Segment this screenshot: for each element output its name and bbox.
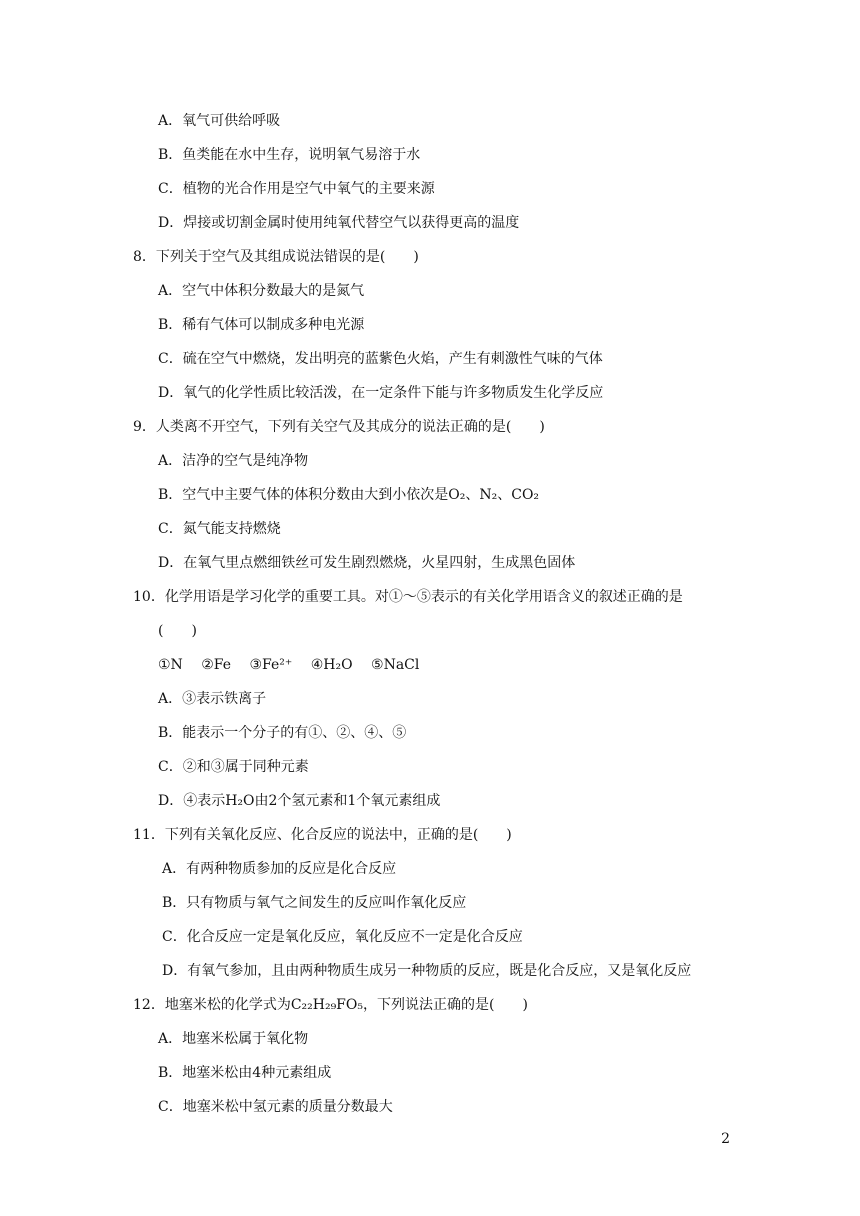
option-line: B．稀有气体可以制成多种电光源 xyxy=(158,317,365,333)
option-line: C．硫在空气中燃烧，发出明亮的蓝紫色火焰，产生有刺激性气味的气体 xyxy=(158,351,603,367)
option-line: C．地塞米松中氢元素的质量分数最大 xyxy=(158,1099,393,1115)
option-line: A．有两种物质参加的反应是化合反应 xyxy=(162,861,397,877)
option-line: A．地塞米松属于氧化物 xyxy=(158,1031,309,1047)
option-line: D．在氧气里点燃细铁丝可发生剧烈燃烧，火星四射，生成黑色固体 xyxy=(158,555,576,571)
question-line: 10．化学用语是学习化学的重要工具。对①～⑤表示的有关化学用语含义的叙述正确的是 xyxy=(133,589,683,605)
question-line: 11．下列有关氧化反应、化合反应的说法中，正确的是( ) xyxy=(133,827,512,843)
question-line: 12．地塞米松的化学式为C₂₂H₂₉FO₅，下列说法正确的是( ) xyxy=(133,997,528,1013)
option-line: A．洁净的空气是纯净物 xyxy=(158,453,309,469)
option-line: A．氧气可供给呼吸 xyxy=(158,113,281,129)
option-line: C．植物的光合作用是空气中氧气的主要来源 xyxy=(158,181,435,197)
option-line: C．氮气能支持燃烧 xyxy=(158,521,281,537)
question-line: 8．下列关于空气及其组成说法错误的是( ) xyxy=(133,249,419,265)
option-line: A．③表示铁离子 xyxy=(158,691,267,707)
option-line: B．只有物质与氧气之间发生的反应叫作氧化反应 xyxy=(162,895,467,911)
page-number: 2 xyxy=(721,1131,730,1147)
option-line: A．空气中体积分数最大的是氮气 xyxy=(158,283,365,299)
option-line: B．能表示一个分子的有①、②、④、⑤ xyxy=(158,725,407,741)
option-line: ①N ②Fe ③Fe²⁺ ④H₂O ⑤NaCl xyxy=(158,657,420,673)
option-line: ( ) xyxy=(158,623,197,639)
option-line: C．化合反应一定是氧化反应，氧化反应不一定是化合反应 xyxy=(162,929,523,945)
option-line: B．空气中主要气体的体积分数由大到小依次是O₂、N₂、CO₂ xyxy=(158,487,540,503)
option-line: D．有氧气参加，且由两种物质生成另一种物质的反应，既是化合反应，又是氧化反应 xyxy=(162,963,692,979)
option-line: C．②和③属于同种元素 xyxy=(158,759,309,775)
option-line: B．地塞米松由4种元素组成 xyxy=(158,1065,332,1081)
option-line: B．鱼类能在水中生存，说明氧气易溶于水 xyxy=(158,147,421,163)
option-line: D．氧气的化学性质比较活泼，在一定条件下能与许多物质发生化学反应 xyxy=(158,385,604,401)
question-line: 9．人类离不开空气，下列有关空气及其成分的说法正确的是( ) xyxy=(133,419,545,435)
option-line: D．焊接或切割金属时使用纯氧代替空气以获得更高的温度 xyxy=(158,215,520,231)
option-line: D．④表示H₂O由2个氢元素和1个氧元素组成 xyxy=(158,793,441,809)
